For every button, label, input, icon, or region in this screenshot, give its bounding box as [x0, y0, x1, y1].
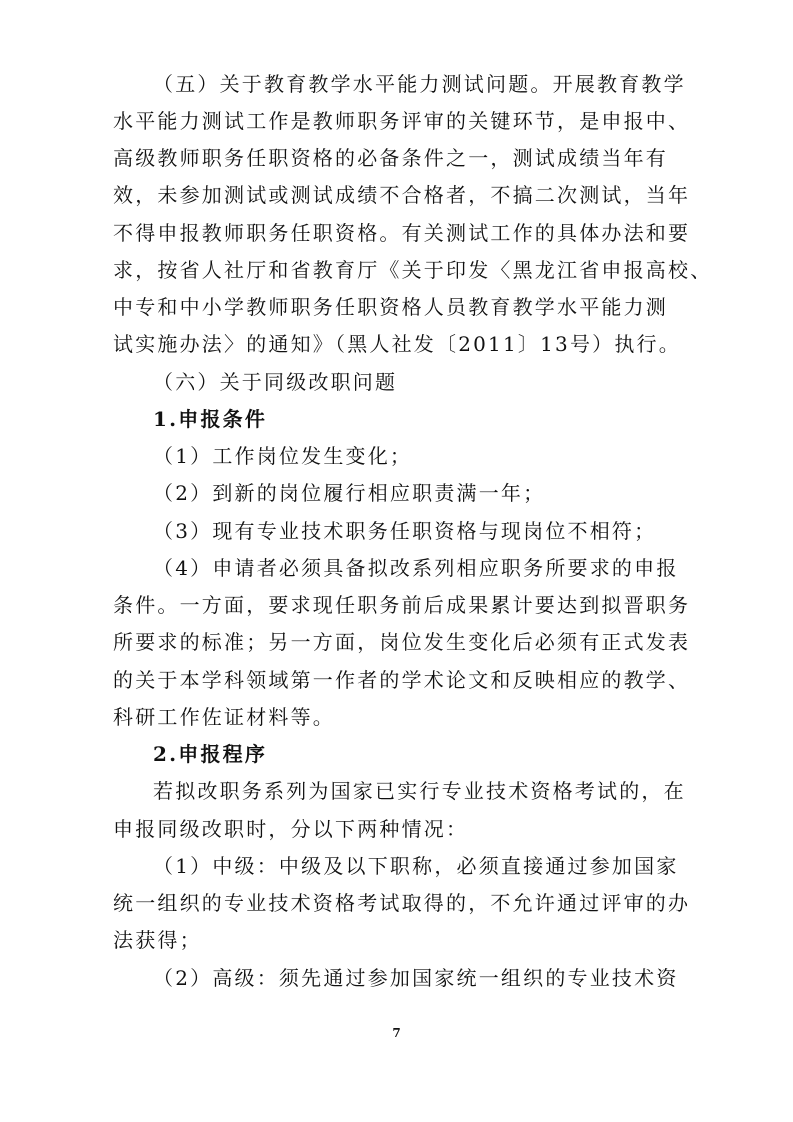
paragraph-line: 法获得；: [113, 928, 202, 952]
paragraph-line: 水平能力测试工作是教师职务评审的关键环节，是申报中、: [113, 109, 691, 133]
paragraph-line: 统一组织的专业技术资格考试取得的，不允许通过评审的办: [113, 891, 691, 915]
paragraph-line: 中专和中小学教师职务任职资格人员教育教学水平能力测: [113, 295, 668, 319]
paragraph-line: （五）关于教育教学水平能力测试问题。开展教育教学: [153, 72, 686, 96]
list-item: （2）到新的岗位履行相应职责满一年；: [153, 481, 546, 505]
paragraph-line: （1）中级：中级及以下职称，必须直接通过参加国家: [153, 854, 679, 878]
paragraph-line: 效，未参加测试或测试成绩不合格者，不搞二次测试，当年: [113, 183, 691, 207]
paragraph-line: 科研工作佐证材料等。: [113, 705, 335, 729]
subsection-heading: 2.申报程序: [153, 742, 268, 766]
paragraph-line: 不得申报教师职务任职资格。有关测试工作的具体办法和要: [113, 221, 691, 245]
paragraph-line: 试实施办法〉的通知》（黑人社发〔2011〕13号）执行。: [113, 332, 681, 356]
paragraph-line: 的关于本学科领域第一作者的学术论文和反映相应的教学、: [113, 668, 691, 692]
subsection-heading: 1.申报条件: [153, 407, 268, 431]
page-number: 7: [392, 1026, 401, 1040]
paragraph-line: （2）高级：须先通过参加国家统一组织的专业技术资: [153, 966, 679, 990]
list-item: （1）工作岗位发生变化；: [153, 444, 413, 468]
paragraph-line: 高级教师职务任职资格的必备条件之一，测试成绩当年有: [113, 146, 668, 170]
paragraph-line: 条件。一方面，要求现任职务前后成果累计要达到拟晋职务: [113, 593, 691, 617]
paragraph-line: （4）申请者必须具备拟改系列相应职务所要求的申报: [153, 556, 679, 580]
section-heading: （六）关于同级改职问题: [153, 370, 398, 394]
paragraph-line: 申报同级改职时，分以下两种情况：: [113, 817, 469, 841]
paragraph-line: 若拟改职务系列为国家已实行专业技术资格考试的，在: [153, 779, 686, 803]
paragraph-line: 求，按省人社厅和省教育厅《关于印发〈黑龙江省申报高校、: [113, 258, 713, 282]
list-item: （3）现有专业技术职务任职资格与现岗位不相符；: [153, 519, 657, 543]
paragraph-line: 所要求的标准；另一方面，岗位发生变化后必须有正式发表: [113, 630, 691, 654]
